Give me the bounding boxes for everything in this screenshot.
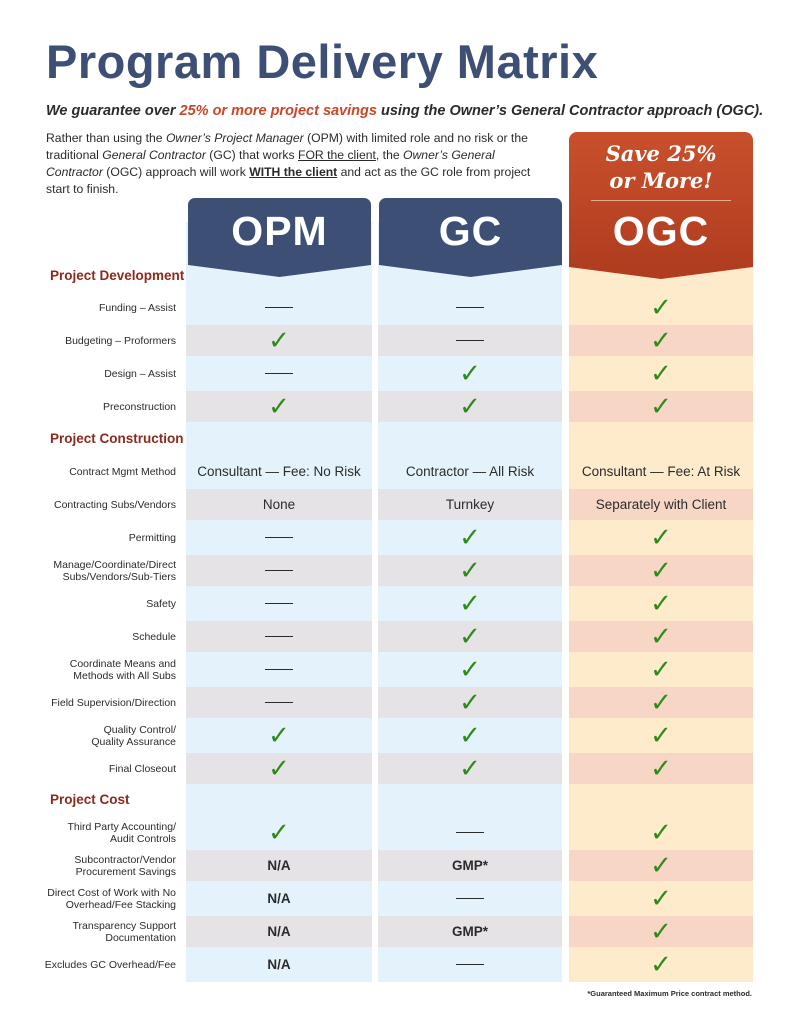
opm-header-arrow	[188, 255, 371, 277]
ogc-cell	[569, 817, 753, 848]
dash-icon	[265, 702, 293, 703]
opm-cell	[186, 292, 372, 323]
ogc-cell	[569, 555, 753, 586]
ogc-cell	[569, 883, 753, 914]
checkmark-icon: ✓	[459, 687, 481, 718]
checkmark-icon: ✓	[459, 522, 481, 553]
intro-text: (OGC) approach will work	[102, 165, 250, 179]
opm-cell	[186, 916, 372, 947]
section-title: Project Development	[50, 268, 185, 283]
table-row	[0, 391, 800, 422]
row-label: Quality Control/ Quality Assurance	[91, 723, 176, 748]
ogc-cell	[569, 916, 753, 947]
opm-cell	[186, 720, 372, 751]
intro-text: (GC) that works	[205, 148, 298, 162]
save-banner-line2: or More!	[609, 168, 713, 193]
opm-cell	[186, 654, 372, 685]
checkmark-icon: ✓	[459, 555, 481, 586]
intro-paragraph	[46, 130, 551, 198]
ogc-cell	[569, 720, 753, 751]
checkmark-icon: ✓	[459, 753, 481, 784]
cell-text: Consultant — Fee: At Risk	[581, 464, 741, 479]
table-row	[0, 916, 800, 947]
cell-text: N/A	[267, 891, 291, 906]
checkmark-icon: ✓	[650, 522, 672, 553]
save-banner-line1: Save 25%	[605, 141, 717, 166]
ogc-cell	[569, 621, 753, 652]
table-row	[0, 949, 800, 980]
table-row	[0, 522, 800, 553]
gc-cell	[378, 916, 562, 947]
gc-header-arrow	[379, 255, 562, 277]
cell-text: Separately with Client	[595, 497, 727, 512]
gc-cell	[378, 588, 562, 619]
footnote: *Guaranteed Maximum Price contract method.	[587, 989, 752, 998]
gc-cell	[378, 817, 562, 848]
checkmark-icon: ✓	[268, 817, 290, 848]
checkmark-icon: ✓	[650, 949, 672, 980]
gc-cell	[378, 687, 562, 718]
ogc-cell	[569, 358, 753, 389]
row-label: Contract Mgmt Method	[69, 465, 176, 478]
table-row	[0, 720, 800, 751]
checkmark-icon: ✓	[459, 358, 481, 389]
opm-cell	[186, 522, 372, 553]
opm-cell	[186, 949, 372, 980]
dash-icon	[265, 669, 293, 670]
row-label: Transparency Support Documentation	[72, 919, 176, 944]
opm-cell	[186, 883, 372, 914]
checkmark-icon: ✓	[650, 325, 672, 356]
gc-cell	[378, 292, 562, 323]
gc-header-label: GC	[438, 208, 503, 254]
opm-header	[188, 198, 371, 256]
dash-icon	[456, 898, 484, 899]
opm-cell	[186, 753, 372, 784]
gc-cell	[378, 456, 562, 487]
ogc-cell	[569, 588, 753, 619]
table-row	[0, 555, 800, 586]
dash-icon	[456, 832, 484, 833]
checkmark-icon: ✓	[650, 753, 672, 784]
checkmark-icon: ✓	[650, 621, 672, 652]
opm-cell	[186, 687, 372, 718]
ogc-cell	[569, 654, 753, 685]
row-label: Manage/Coordinate/Direct Subs/Vendors/Sub-Tiers	[53, 558, 176, 583]
opm-cell	[186, 850, 372, 881]
table-row	[0, 325, 800, 356]
row-label: Final Closeout	[108, 762, 176, 775]
ogc-cell	[569, 489, 753, 520]
row-label: Subcontractor/Vendor Procurement Savings	[74, 853, 176, 878]
gc-cell	[378, 949, 562, 980]
ogc-cell	[569, 391, 753, 422]
intro-opm: Owner’s Project Manager	[165, 131, 304, 145]
opm-header-label: OPM	[231, 208, 328, 254]
opm-cell	[186, 588, 372, 619]
dash-icon	[265, 570, 293, 571]
intro-gc: General Contractor	[102, 148, 206, 162]
intro-text: and act as the GC role from project start to finish.	[46, 165, 531, 196]
row-label: Direct Cost of Work with No Overhead/Fee Stacking	[47, 886, 176, 911]
dash-icon	[456, 964, 484, 965]
intro-with-client: WITH the client	[249, 165, 338, 179]
tagline-highlight: 25% or more project savings	[179, 103, 377, 119]
opm-cell	[186, 391, 372, 422]
dash-icon	[265, 373, 293, 374]
ogc-cell	[569, 325, 753, 356]
row-label: Permitting	[128, 531, 176, 544]
table-row	[0, 621, 800, 652]
checkmark-icon: ✓	[650, 588, 672, 619]
cell-text: Contractor — All Risk	[405, 464, 535, 479]
checkmark-icon: ✓	[650, 720, 672, 751]
row-label: Field Supervision/Direction	[51, 696, 176, 709]
cell-text: N/A	[267, 957, 291, 972]
dash-icon	[265, 603, 293, 604]
checkmark-icon: ✓	[650, 687, 672, 718]
checkmark-icon: ✓	[459, 720, 481, 751]
checkmark-icon: ✓	[650, 292, 672, 323]
cell-text: Consultant — Fee: No Risk	[197, 464, 361, 479]
intro-ogc: Owner’s General Contractor	[46, 148, 495, 179]
dash-icon	[265, 307, 293, 308]
row-label: Contracting Subs/Vendors	[54, 498, 176, 511]
table-row	[0, 753, 800, 784]
cell-text: GMP*	[451, 858, 488, 873]
gc-header	[379, 198, 562, 256]
opm-cell	[186, 358, 372, 389]
checkmark-icon: ✓	[268, 753, 290, 784]
row-label: Preconstruction	[103, 400, 176, 413]
page-title: Program Delivery Matrix	[46, 35, 599, 88]
opm-cell	[186, 325, 372, 356]
row-label: Coordinate Means and Methods with All Subs	[69, 657, 176, 682]
gc-cell	[378, 391, 562, 422]
checkmark-icon: ✓	[459, 654, 481, 685]
dash-icon	[456, 340, 484, 341]
checkmark-icon: ✓	[650, 817, 672, 848]
opm-cell	[186, 817, 372, 848]
table-row	[0, 456, 800, 487]
gc-cell	[378, 325, 562, 356]
checkmark-icon: ✓	[459, 621, 481, 652]
gc-cell	[378, 850, 562, 881]
ogc-header-arrow	[569, 265, 753, 279]
row-label: Schedule	[132, 630, 176, 643]
cell-text: N/A	[267, 924, 291, 939]
dash-icon	[456, 307, 484, 308]
ogc-cell	[569, 292, 753, 323]
table-row	[0, 358, 800, 389]
table-row	[0, 654, 800, 685]
opm-cell	[186, 621, 372, 652]
table-row	[0, 687, 800, 718]
cell-text: N/A	[267, 858, 291, 873]
checkmark-icon: ✓	[268, 391, 290, 422]
checkmark-icon: ✓	[459, 588, 481, 619]
ogc-cell	[569, 949, 753, 980]
opm-cell	[186, 555, 372, 586]
ogc-header	[569, 132, 753, 266]
cell-text: Turnkey	[445, 497, 495, 512]
cell-text: GMP*	[451, 924, 488, 939]
dash-icon	[265, 636, 293, 637]
gc-cell	[378, 621, 562, 652]
gc-cell	[378, 489, 562, 520]
row-label: Design – Assist	[104, 367, 176, 380]
cell-text: None	[262, 497, 296, 512]
ogc-cell	[569, 456, 753, 487]
checkmark-icon: ✓	[650, 916, 672, 947]
table-row	[0, 883, 800, 914]
ogc-cell	[569, 687, 753, 718]
checkmark-icon: ✓	[459, 391, 481, 422]
checkmark-icon: ✓	[650, 850, 672, 881]
table-row	[0, 292, 800, 323]
tagline	[46, 103, 763, 119]
tagline-pre: We guarantee over	[46, 103, 180, 119]
tagline-post: using the Owner’s General Contractor approach (OGC).	[376, 103, 764, 119]
row-label: Third Party Accounting/ Audit Controls	[67, 820, 176, 845]
row-label: Safety	[146, 597, 176, 610]
table-row	[0, 489, 800, 520]
checkmark-icon: ✓	[268, 720, 290, 751]
dash-icon	[265, 537, 293, 538]
checkmark-icon: ✓	[650, 391, 672, 422]
checkmark-icon: ✓	[268, 325, 290, 356]
checkmark-icon: ✓	[650, 358, 672, 389]
gc-cell	[378, 555, 562, 586]
gc-cell	[378, 883, 562, 914]
gc-cell	[378, 654, 562, 685]
row-label: Budgeting – Proformers	[65, 334, 176, 347]
opm-cell	[186, 489, 372, 520]
intro-text: , the	[375, 148, 404, 162]
gc-cell	[378, 358, 562, 389]
row-label: Excludes GC Overhead/Fee	[44, 958, 176, 971]
intro-for-client: FOR the client	[298, 148, 376, 162]
section-title: Project Cost	[50, 792, 130, 807]
checkmark-icon: ✓	[650, 883, 672, 914]
intro-text: Rather than using the	[46, 131, 166, 145]
opm-cell	[186, 456, 372, 487]
table-row	[0, 817, 800, 848]
table-row	[0, 850, 800, 881]
checkmark-icon: ✓	[650, 654, 672, 685]
gc-cell	[378, 720, 562, 751]
table-row	[0, 588, 800, 619]
gc-cell	[378, 522, 562, 553]
intro-text: (OPM) with limited role and no risk or the traditional	[46, 131, 528, 162]
ogc-header-label: OGC	[612, 208, 710, 254]
save-banner	[569, 140, 753, 194]
ogc-cell	[569, 850, 753, 881]
section-title: Project Construction	[50, 431, 184, 446]
gc-cell	[378, 753, 562, 784]
ogc-cell	[569, 522, 753, 553]
save-banner-divider	[591, 200, 731, 201]
checkmark-icon: ✓	[650, 555, 672, 586]
row-label: Funding – Assist	[98, 301, 176, 314]
ogc-cell	[569, 753, 753, 784]
